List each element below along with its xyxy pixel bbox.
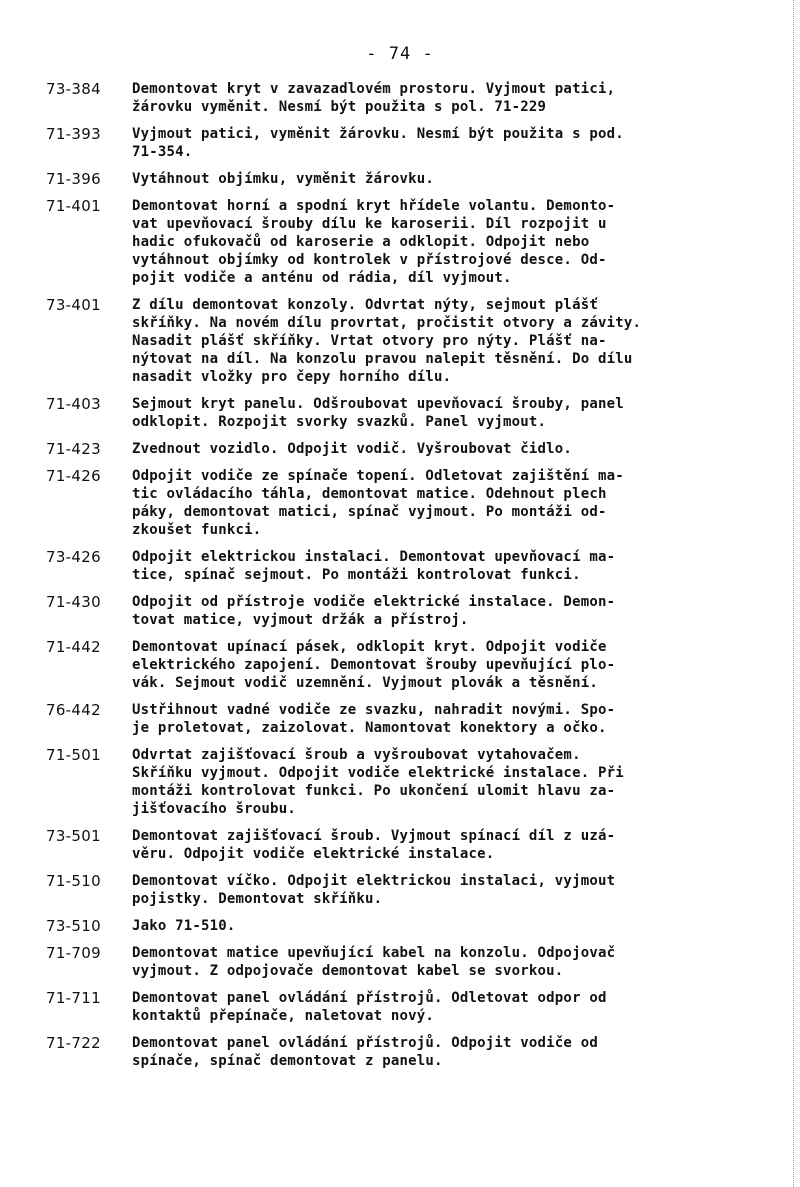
entry-code: 71-709	[46, 944, 101, 962]
entry-code: 71-430	[46, 593, 101, 611]
list-item	[0, 296, 800, 386]
list-item	[0, 701, 800, 737]
entry-text: Odpojit elektrickou instalaci. Demontovat upevňovací ma- tice, spínač sejmout. Po montáži kontrolovat funkci.	[132, 549, 616, 583]
entry-text: Odpojit vodiče ze spínače topení. Odletovat zajištění ma- tic ovládacího táhla, demontovat matice. Odehnout plech páky, demontovat matici, spínač vyjmout. Po montáži od- zkoušet funkci.	[132, 468, 624, 538]
entry-text: Ustřihnout vadné vodiče ze svazku, nahradit novými. Spo- je proletovat, zaizolovat. Namontovat konektory a očko.	[132, 702, 616, 736]
entry-text: Demontovat matice upevňující kabel na konzolu. Odpojovač vyjmout. Z odpojovače demontovat kabel se svorkou.	[132, 945, 616, 979]
list-item	[0, 440, 800, 458]
entry-code: 73-426	[46, 548, 101, 566]
entry-code: 76-442	[46, 701, 101, 719]
entry-code: 73-501	[46, 827, 101, 845]
entry-text: Odpojit od přístroje vodiče elektrické instalace. Demon- tovat matice, vyjmout držák a přístroj.	[132, 594, 616, 628]
list-item	[0, 593, 800, 629]
list-item	[0, 746, 800, 818]
entry-text: Jako 71-510.	[132, 918, 236, 934]
list-item	[0, 548, 800, 584]
entry-text: Demontovat upínací pásek, odklopit kryt. Odpojit vodiče elektrického zapojení. Demontovat šrouby upevňující plo- vák. Sejmout vodič uzemnění. Vyjmout plovák a těsnění.	[132, 639, 616, 691]
entry-text: Vyjmout patici, vyměnit žárovku. Nesmí být použita s pod. 71-354.	[132, 126, 624, 160]
entry-text: Sejmout kryt panelu. Odšroubovat upevňovací šrouby, panel odklopit. Rozpojit svorky svazků. Panel vyjmout.	[132, 396, 624, 430]
entry-list	[0, 80, 800, 1079]
list-item	[0, 395, 800, 431]
entry-code: 71-393	[46, 125, 101, 143]
entry-code: 73-401	[46, 296, 101, 314]
entry-text: Odvrtat zajišťovací šroub a vyšroubovat vytahovačem. Skříňku vyjmout. Odpojit vodiče elektrické instalace. Při montáži kontrolovat funkci. Po ukončení ulomit hlavu za- jišťovacího šroubu.	[132, 747, 624, 817]
list-item	[0, 917, 800, 935]
entry-code: 71-423	[46, 440, 101, 458]
entry-code: 71-442	[46, 638, 101, 656]
entry-code: 71-401	[46, 197, 101, 215]
entry-code: 71-510	[46, 872, 101, 890]
entry-code: 71-722	[46, 1034, 101, 1052]
entry-code: 71-403	[46, 395, 101, 413]
list-item	[0, 80, 800, 116]
entry-text: Zvednout vozidlo. Odpojit vodič. Vyšroubovat čidlo.	[132, 441, 573, 457]
entry-text: Z dílu demontovat konzoly. Odvrtat nýty, sejmout plášť skříňky. Na novém dílu provrtat, pročistit otvory a závity. Nasadit plášť skříňky. Vrtat otvory pro nýty. Plášť na- nýtovat na díl. Na konzolu pravou nalepit těsnění. Do dílu nasadit vložky pro čepy horního dílu.	[132, 297, 642, 385]
entry-text: Demontovat zajišťovací šroub. Vyjmout spínací díl z uzá- věru. Odpojit vodiče elektrické instalace.	[132, 828, 616, 862]
list-item	[0, 467, 800, 539]
list-item	[0, 989, 800, 1025]
page-number: - 74 -	[366, 44, 434, 64]
list-item	[0, 170, 800, 188]
entry-code: 71-396	[46, 170, 101, 188]
entry-code: 73-384	[46, 80, 101, 98]
entry-code: 71-501	[46, 746, 101, 764]
list-item	[0, 125, 800, 161]
list-item	[0, 872, 800, 908]
entry-text: Demontovat panel ovládání přístrojů. Odpojit vodiče od spínače, spínač demontovat z panelu.	[132, 1035, 598, 1069]
entry-text: Demontovat víčko. Odpojit elektrickou instalaci, vyjmout pojistky. Demontovat skříňku.	[132, 873, 616, 907]
entry-code: 71-426	[46, 467, 101, 485]
entry-text: Demontovat kryt v zavazadlovém prostoru. Vyjmout patici, žárovku vyměnit. Nesmí být použita s pol. 71-229	[132, 81, 616, 115]
entry-text: Vytáhnout objímku, vyměnit žárovku.	[132, 171, 435, 187]
entry-text: Demontovat panel ovládání přístrojů. Odletovat odpor od kontaktů přepínače, naletovat nový.	[132, 990, 607, 1024]
list-item	[0, 944, 800, 980]
list-item	[0, 638, 800, 692]
entry-text: Demontovat horní a spodní kryt hřídele volantu. Demonto- vat upevňovací šrouby dílu ke karoserii. Díl rozpojit u hadic ofukovačů od karoserie a odklopit. Odpojit nebo vytáhnout objímky od kontrolek v přístrojové desce. Od- pojit vodiče a anténu od rádia, díl vyjmout.	[132, 198, 616, 286]
list-item	[0, 197, 800, 287]
list-item	[0, 827, 800, 863]
list-item	[0, 1034, 800, 1070]
entry-code: 71-711	[46, 989, 101, 1007]
entry-code: 73-510	[46, 917, 101, 935]
